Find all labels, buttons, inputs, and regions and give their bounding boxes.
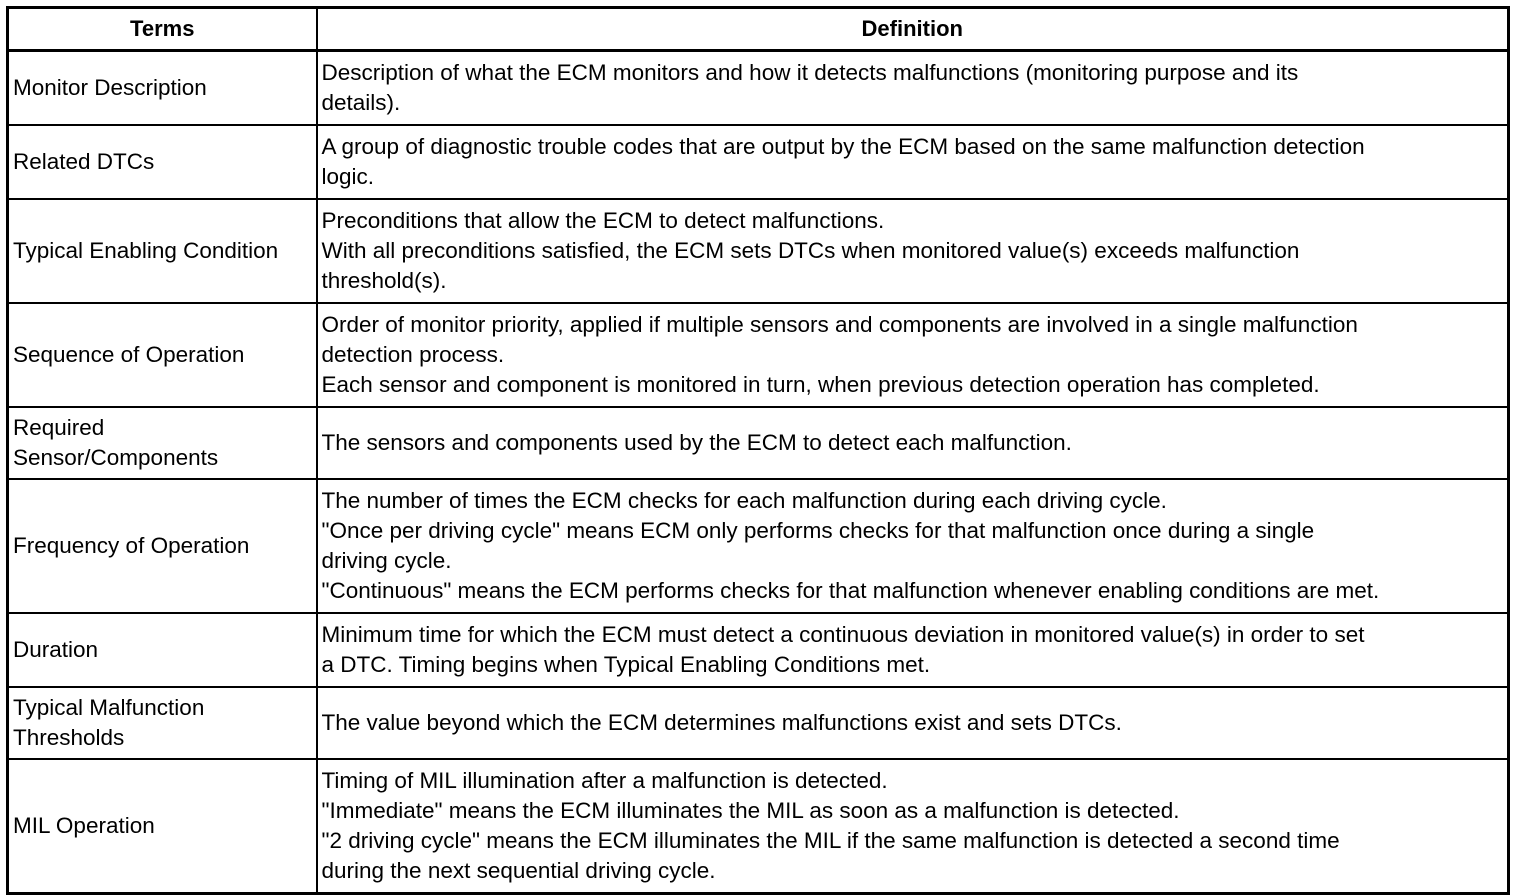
definition-column-header: Definition (317, 8, 1509, 51)
definition-cell (317, 759, 1509, 894)
table-row (8, 303, 1509, 407)
table-header-row (8, 8, 1509, 51)
definition-cell (317, 303, 1509, 407)
term-cell (8, 687, 317, 759)
definition-cell (317, 479, 1509, 613)
table-row (8, 125, 1509, 199)
table-row (8, 479, 1509, 613)
definition-text: Minimum time for which the ECM must detect a continuous deviation in monitored value(s) in order to set (321, 622, 1365, 647)
definition-text: "2 driving cycle" means the ECM illuminates the MIL if the same malfunction is detected a second time (321, 828, 1340, 853)
definition-cell (317, 199, 1509, 303)
term-cell (8, 199, 317, 303)
definition-text: details). (321, 90, 401, 115)
definition-text: during the next sequential driving cycle. (321, 858, 716, 883)
definition-cell (317, 613, 1509, 687)
term-text: Required (13, 415, 105, 440)
definition-text: The value beyond which the ECM determines malfunctions exist and sets DTCs. (321, 710, 1122, 735)
definition-text: a DTC. Timing begins when Typical Enabling Conditions met. (321, 652, 931, 677)
definition-text: "Once per driving cycle" means ECM only performs checks for that malfunction once during a single (321, 518, 1315, 543)
definition-text: The number of times the ECM checks for each malfunction during each driving cycle. (321, 488, 1167, 513)
definition-text: logic. (321, 164, 375, 189)
term-text: Typical Enabling Condition (13, 238, 279, 263)
term-text: Sensor/Components (13, 445, 219, 470)
term-cell (8, 51, 317, 126)
definition-cell (317, 51, 1509, 126)
term-cell (8, 303, 317, 407)
term-cell (8, 613, 317, 687)
term-cell (8, 407, 317, 479)
definition-cell (317, 125, 1509, 199)
definition-text: A group of diagnostic trouble codes that are output by the ECM based on the same malfunction detection (321, 134, 1365, 159)
definition-text: With all preconditions satisfied, the ECM sets DTCs when monitored value(s) exceeds malfunction (321, 238, 1300, 263)
definition-text: threshold(s). (321, 268, 447, 293)
definition-text: The sensors and components used by the ECM to detect each malfunction. (321, 430, 1072, 455)
term-text: Related DTCs (13, 149, 155, 174)
term-text: Typical Malfunction (13, 695, 205, 720)
definition-text: Timing of MIL illumination after a malfunction is detected. (321, 768, 888, 793)
definition-text: "Immediate" means the ECM illuminates the MIL as soon as a malfunction is detected. (321, 798, 1180, 823)
table-row (8, 51, 1509, 126)
definition-text: Each sensor and component is monitored in turn, when previous detection operation has completed. (321, 372, 1320, 397)
table-row (8, 407, 1509, 479)
terms-table (6, 6, 1510, 895)
term-cell (8, 759, 317, 894)
term-text: Frequency of Operation (13, 533, 250, 558)
definition-text: "Continuous" means the ECM performs checks for that malfunction whenever enabling conditions are met. (321, 578, 1380, 603)
terms-column-header: Terms (8, 8, 317, 51)
definition-cell (317, 407, 1509, 479)
term-text: Thresholds (13, 725, 125, 750)
table-row (8, 199, 1509, 303)
definition-text: driving cycle. (321, 548, 452, 573)
definition-text: Order of monitor priority, applied if multiple sensors and components are involved in a single malfunction (321, 312, 1358, 337)
term-cell (8, 125, 317, 199)
table-row (8, 759, 1509, 894)
term-text: Sequence of Operation (13, 342, 245, 367)
definition-cell (317, 687, 1509, 759)
term-text: Monitor Description (13, 75, 207, 100)
table-row (8, 613, 1509, 687)
term-cell (8, 479, 317, 613)
definition-text: Description of what the ECM monitors and how it detects malfunctions (monitoring purpose and its (321, 60, 1299, 85)
definition-text: Preconditions that allow the ECM to detect malfunctions. (321, 208, 885, 233)
term-text: Duration (13, 637, 99, 662)
definition-text: detection process. (321, 342, 505, 367)
table-row (8, 687, 1509, 759)
term-text: MIL Operation (13, 813, 155, 838)
